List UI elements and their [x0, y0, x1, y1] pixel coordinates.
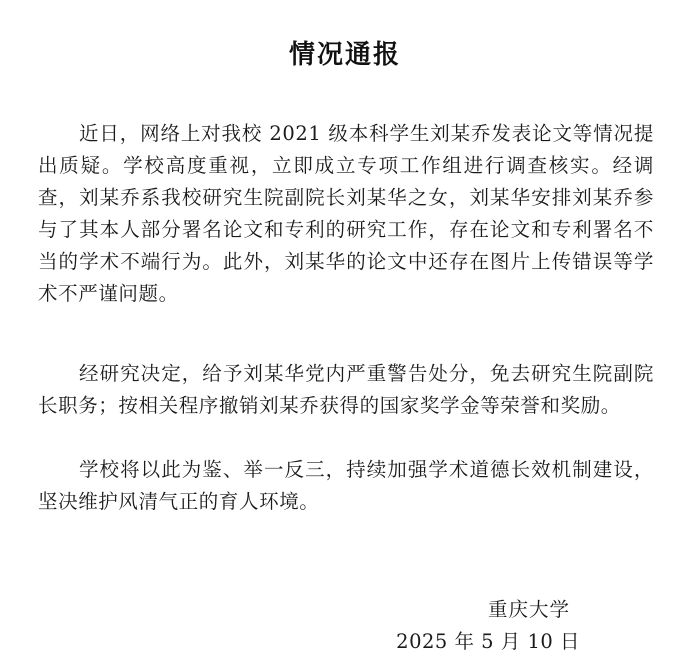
document-date: 2025 年 5 月 10 日 — [396, 630, 580, 653]
paragraph-decision: 经研究决定，给予刘某华党内严重警告处分，免去研究生院副院长职务；按相关程序撤销刘某乔获得的国家奖学金等荣誉和奖励。 — [38, 362, 654, 417]
signer-name: 重庆大学 — [487, 598, 570, 621]
document-title: 情况通报 — [288, 40, 401, 70]
paragraph-investigation: 近日，网络上对我校 2021 级本科学生刘某乔发表论文等情况提出质疑。学校高度重视，立即成立专项工作组进行调查核实。经调查，刘某乔系我校研究生院副院长刘某华之女，刘某华安排刘某乔参与了其本人部分署名论文和专利的研究工作，存在论文和专利署名不当的学术不端行为。此外，刘某华的论文中还存在图片上传错误等学术不严谨问题。 — [38, 122, 654, 305]
paragraph-commitment: 学校将以此为鉴、举一反三，持续加强学术道德长效机制建设，坚决维护风清气正的育人环境。 — [38, 458, 654, 513]
